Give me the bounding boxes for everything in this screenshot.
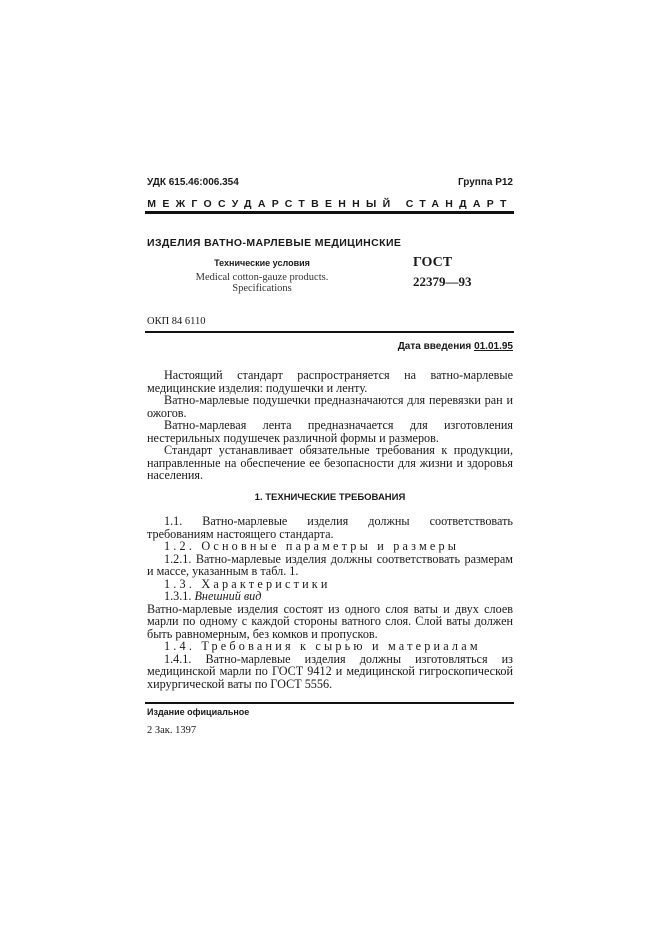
intro-date	[398, 341, 513, 352]
clause-1-3-1	[147, 590, 513, 603]
header-rule	[145, 211, 514, 214]
clause-1-4: 1.4. Требования к сырью и материалам	[164, 639, 481, 653]
clause-1-3-1-title: Внешний вид	[194, 589, 262, 603]
intro-paragraph: Ватно-марлевая лента предназначается для изготовления нестерильных подушечек различной формы и размеров.	[147, 418, 513, 445]
gost-number: 22379—93	[413, 274, 472, 289]
intro-date-label: Дата введения	[397, 341, 472, 352]
document-title: ИЗДЕЛИЯ ВАТНО-МАРЛЕВЫЕ МЕДИЦИНСКИЕ	[147, 237, 402, 249]
intro-paragraph: Настоящий стандарт распространяется на ватно-марлевые медицинские изделия: подушечки и ленту.	[147, 368, 513, 395]
edition-note: Издание официальное	[147, 707, 250, 717]
english-title-line1: Medical cotton-gauze products.	[195, 272, 329, 283]
order-number: 2 Зак. 1397	[147, 725, 197, 736]
group-code: Группа Р12	[457, 177, 513, 188]
clause-1-1: 1.1. Ватно-марлевые изделия должны соответствовать требованиям настоящего стандарта.	[147, 514, 513, 541]
udk-code: УДК 615.46:006.354	[147, 177, 239, 188]
clause-1-2: 1.2. Основные параметры и размеры	[164, 539, 460, 553]
clause-1-3: 1.3. Характеристики	[164, 576, 331, 591]
okp-code: ОКП 84 6110	[147, 316, 206, 327]
section-heading: 1. ТЕХНИЧЕСКИЕ ТРЕБОВАНИЯ	[254, 492, 406, 503]
clause-1-2-1: 1.2.1. Ватно-марлевые изделия должны соответствовать размерам и массе, указанным в табл. 1.	[147, 551, 513, 578]
clause-1-3-1-text: Ватно-марлевые изделия состоят из одного слоя ваты и двух слоев марли по одному с каждой стороны ватного слоя. Слой ваты должен быть равномерным, без комков и пропусков.	[147, 601, 513, 641]
intro-paragraph: Стандарт устанавливает обязательные требования к продукции, направленные на обеспечение ее безопасности для жизни и здоровья населения.	[147, 443, 513, 482]
intro-date-value: 01.01.95	[474, 341, 513, 352]
english-title-line2: Specifications	[232, 282, 292, 294]
footer-rule	[145, 702, 514, 704]
clause-1-4-1: 1.4.1. Ватно-марлевые изделия должны изготовляться из медицинской марли по ГОСТ 9412 и медицинской гигроскопической хирургической ваты по ГОСТ 5556.	[147, 651, 513, 691]
standard-type: МЕЖГОСУДАРСТВЕННЫЙ СТАНДАРТ	[147, 198, 513, 210]
okp-rule	[145, 331, 514, 333]
gost-label: ГОСТ	[413, 255, 453, 270]
section1-text	[147, 515, 513, 690]
document-subtitle: Технические условия	[214, 258, 310, 268]
clause-1-3-1-number: 1.3.1.	[164, 589, 192, 603]
intro-paragraph: Ватно-марлевые подушечки предназначаются для перевязки ран и ожогов.	[147, 393, 513, 420]
english-title	[147, 273, 377, 294]
intro-text	[147, 369, 513, 482]
